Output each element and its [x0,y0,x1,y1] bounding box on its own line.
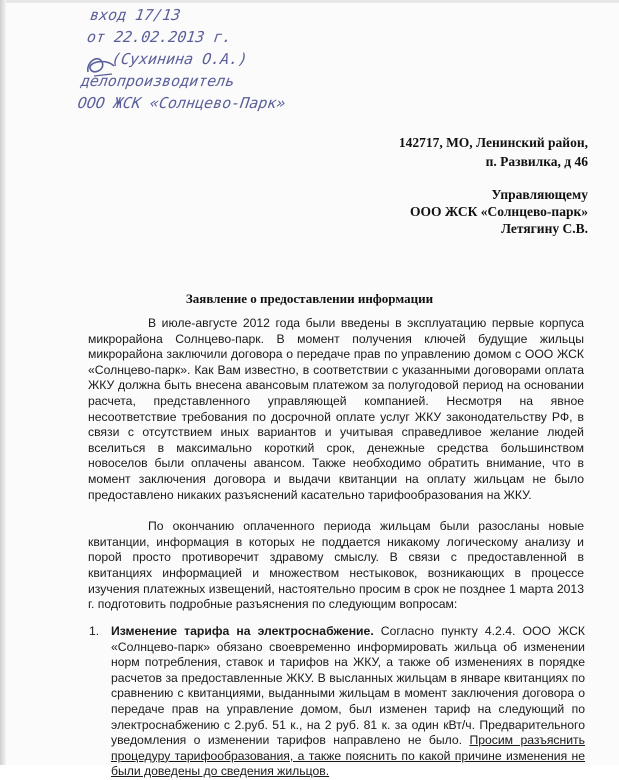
recipient-block [410,186,588,237]
address-line: п. Развилка, д 46 [485,154,588,169]
list-item-heading: Изменение тарифа на электроснабжение. [111,624,374,638]
handwritten-registration-note [76,4,391,114]
recipient-line: Управляющему [491,187,588,202]
document-title: Заявление о предоставлении информации [185,291,434,306]
recipient-line: Летягину С.В. [500,221,588,236]
body-paragraph: По окончанию оплаченного периода жильцам были разосланы новые квитанции, информация в которых не поддается никакому логическому анализу и порой просто противоречит здравому смыслу. В связи с предоставленной в квитанциях информацией и множеством нестыковок, возникающих в процессе изучения платежных извещений, настоятельно просим в срок не позднее 1 марта 2013 г. подготовить подробные разъяснения по следующим вопросам: [88,519,584,612]
recipient-line: ООО ЖСК «Солнцево-парк» [409,204,588,219]
handwritten-line: делопроизводитель [79,72,236,90]
list-item-text: Согласно пункту 4.2.4. ООО ЖСК «Солнцево-парк» обязано своевременно информировать жильца об изменении норм потребления, ставок и тарифов на ЖКУ, а также об изменениях в порядке расчетов за предоставленные ЖКУ. В высланных жильцам в январе квитанциях по сравнению с квитанциями, выданными жильцам в момент заключения договора о передаче прав на управление домом, был изменен тариф на следующий по электроснабжению с 2.руб. 51 к., на 2 руб. 81 к. за один кВт/ч. Предварительного уведомления о изменении тарифов направлено не было. [111,624,585,748]
scan-edge-top [0,0,619,3]
document-body [88,316,584,613]
handwritten-line: вход 17/13 [88,6,182,24]
handwritten-line: ООО ЖСК «Солнцево-Парк» [76,94,287,112]
sender-address [399,133,588,171]
scan-edge-left [0,0,6,765]
question-list-item [89,624,585,780]
body-paragraph: В июле-августе 2012 года были введены в эксплуатацию первые корпуса микрорайона Солнцево-парк. В момент получения ключей будущие жильцы микрорайона заключили договора о передаче прав по управлению домом с ООО ЖСК «Солнцево-парк». Как Вам известно, в соответствии с указанными договорами оплата ЖКУ должна быть внесена авансовым платежом за полугодовой период на основании расчета, представленного управляющей компанией. Несмотря на явное несоответствие требования по досрочной оплате услуг ЖКУ законодательству РФ, в связи с отсутствием иных вариантов и учитывая справедливое желание людей вселиться в максимально короткий срок, денежные средства большинством новоселов были оплачены авансом. Также необходимо обратить внимание, что в момент заключения договора и выдачи квитанции на оплату жильцам не было предоставлено никаких разъяснений касательно тарифообразования на ЖКУ. [88,316,584,502]
list-number: 1. [89,624,100,638]
handwritten-line: (Сухинина О.А.) [110,50,249,68]
list-item-request: Просим разъяснить процедуру тарифообразования, а также пояснить по какой причине изменения не были доведены до сведения жильцов. [111,733,585,779]
signature-mark [84,52,118,80]
handwritten-line: от 22.02.2013 г. [85,28,233,46]
address-line: 142717, МО, Ленинский район, [398,135,588,150]
